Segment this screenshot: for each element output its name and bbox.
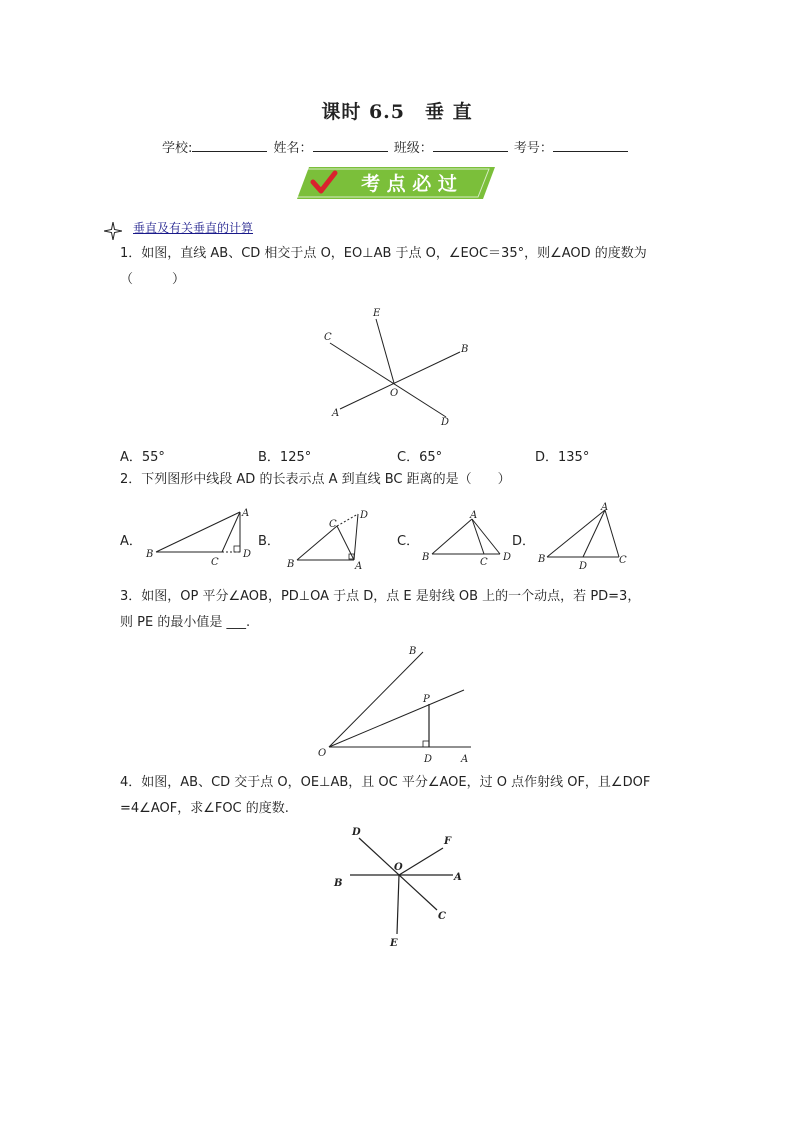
q2-option-b[interactable]: B． [258,534,280,549]
student-info-line [162,137,630,156]
svg-text:C: C [211,557,219,567]
label-d: D [441,417,450,428]
svg-text:A: A [454,872,462,883]
svg-text:A: A [461,754,469,765]
svg-text:A: A [601,502,609,513]
school-blank[interactable] [192,139,267,152]
svg-text:O: O [318,748,327,759]
q4-text-line2: =4∠AOF，求∠FOC 的度数. [120,801,289,816]
question-3 [120,584,680,636]
svg-text:B: B [146,549,154,560]
name-label: 姓名： [273,141,313,156]
q1-text-line2: （ ） [120,272,186,287]
q3-text-line2: 则 PE 的最小值是 ___. [120,615,251,630]
svg-text:B: B [422,552,430,563]
exam-no-blank[interactable] [553,139,628,152]
question-2 [120,467,680,493]
svg-text:D: D [503,552,512,563]
q2-text-line1: 2．下列图形中线段 AD 的长表示点 A 到直线 BC 距离的是（ ） [120,472,511,487]
q2-figure-a [142,505,257,567]
q2-figure-c [420,505,520,570]
svg-text:D: D [360,510,369,521]
section-heading: 垂直及有关垂直的计算 [133,221,254,235]
q1-option-a[interactable]: A．55° [120,450,165,465]
q1-option-b[interactable]: B．125° [258,450,312,465]
svg-text:C: C [438,911,446,922]
question-1 [120,241,680,293]
label-o: O [390,388,399,399]
svg-text:D: D [352,827,361,838]
ray-oe [376,319,394,383]
q4-text-line1: 4．如图，AB、CD 交于点 O，OE⊥AB，且 OC 平分∠AOE，过 O 点作射线 OF，且∠DOF [120,775,651,790]
banner [297,165,497,201]
svg-text:F: F [444,836,452,847]
class-blank[interactable] [433,139,508,152]
svg-text:D: D [243,549,252,560]
star-icon [104,222,122,240]
page-title: 课时 6.5 垂 直 [321,101,473,123]
svg-text:D: D [579,561,588,572]
ray-op [329,690,464,747]
svg-text:E: E [390,938,398,949]
q2-option-c[interactable]: C． [397,534,420,549]
svg-text:D: D [424,754,433,765]
q3-figure [315,640,485,768]
svg-text:A: A [470,510,478,521]
ray-of [399,848,443,875]
ray-oe [397,875,399,934]
q1-figure [320,305,480,430]
exam-no-label: 考号： [513,141,553,156]
q1-text-line1: 1．如图，直线 AB、CD 相交于点 O，EO⊥AB 于点 O，∠EOC＝35°，则∠AOD 的度数为 [120,246,647,261]
svg-text:A: A [355,561,363,572]
name-blank[interactable] [313,139,388,152]
label-b: B [461,344,469,355]
q2-figure-b [285,505,375,573]
svg-text:B: B [334,878,343,889]
banner-text: 考 点 必 过 [361,173,457,195]
q4-figure [330,822,470,952]
svg-text:B: B [538,554,546,565]
svg-text:O: O [394,862,403,873]
q2-option-a[interactable]: A． [120,534,142,549]
svg-text:P: P [423,694,430,705]
label-a: A [332,408,340,419]
q2-figure-d [535,500,635,572]
q1-option-c[interactable]: C．65° [397,450,443,465]
class-label: 班级： [393,141,433,156]
svg-text:C: C [480,557,488,568]
svg-text:C: C [329,519,337,530]
svg-text:A: A [242,508,250,519]
label-e: E [373,308,381,319]
svg-text:B: B [287,559,295,570]
q1-option-d[interactable]: D．135° [535,450,590,465]
school-label: 学校: [162,141,193,156]
question-4 [120,770,680,822]
q2-option-d[interactable]: D． [512,534,536,549]
ray-ob [329,652,423,747]
label-c: C [324,332,332,343]
svg-text:B: B [409,646,417,657]
svg-text:C: C [619,555,627,566]
q3-text-line1: 3．如图，OP 平分∠AOB，PD⊥OA 于点 D，点 E 是射线 OB 上的一个动点，若 PD=3， [120,589,641,604]
